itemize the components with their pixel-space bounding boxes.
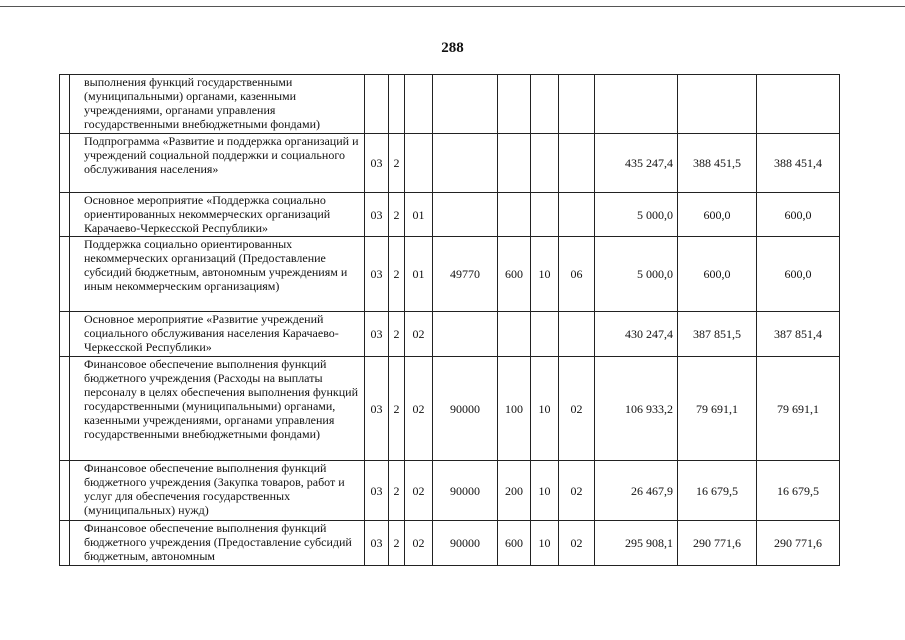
cell-direction [433, 193, 498, 237]
cell-subprogram: 2 [389, 521, 405, 566]
cell-section [531, 134, 559, 193]
blank-cell [60, 75, 70, 134]
cell-amount-3: 600,0 [757, 193, 840, 237]
table-row [60, 134, 840, 193]
cell-amount-2 [678, 75, 757, 134]
cell-section: 10 [531, 461, 559, 521]
cell-expense-type: 100 [498, 357, 531, 461]
cell-subsection [559, 312, 595, 357]
cell-amount-3: 600,0 [757, 237, 840, 312]
blank-cell [60, 134, 70, 193]
table-row [60, 75, 840, 134]
cell-subprogram: 2 [389, 312, 405, 357]
cell-direction: 90000 [433, 357, 498, 461]
cell-subprogram: 2 [389, 193, 405, 237]
page-number: 288 [441, 40, 464, 56]
budget-table-body [60, 75, 840, 566]
row-description: Основное мероприятие «Развитие учреждений социального обслуживания населения Карачаево-Черкесской Республики» [70, 312, 365, 357]
cell-measure: 02 [405, 461, 433, 521]
cell-expense-type [498, 75, 531, 134]
cell-section: 10 [531, 357, 559, 461]
cell-amount-1: 106 933,2 [595, 357, 678, 461]
cell-amount-1 [595, 75, 678, 134]
cell-amount-3: 79 691,1 [757, 357, 840, 461]
cell-amount-2: 388 451,5 [678, 134, 757, 193]
blank-cell [60, 357, 70, 461]
cell-direction [433, 134, 498, 193]
row-description: Поддержка социально ориентированных некоммерческих организаций (Предоставление субсидий бюджетным, автономным учреждениям и иным некоммерческим организациям) [70, 237, 365, 312]
cell-subsection: 02 [559, 357, 595, 461]
cell-amount-2: 600,0 [678, 237, 757, 312]
cell-amount-1: 435 247,4 [595, 134, 678, 193]
cell-amount-2: 16 679,5 [678, 461, 757, 521]
row-description: Финансовое обеспечение выполнения функций бюджетного учреждения (Закупка товаров, работ и услуг для обеспечения государственных (муниципальных) нужд) [70, 461, 365, 521]
table-row [60, 461, 840, 521]
cell-program: 03 [365, 357, 389, 461]
table-row [60, 193, 840, 237]
cell-program: 03 [365, 193, 389, 237]
cell-amount-1: 430 247,4 [595, 312, 678, 357]
cell-section: 10 [531, 237, 559, 312]
cell-program: 03 [365, 312, 389, 357]
cell-subsection: 06 [559, 237, 595, 312]
cell-section: 10 [531, 521, 559, 566]
cell-subsection: 02 [559, 461, 595, 521]
cell-direction [433, 312, 498, 357]
cell-expense-type [498, 312, 531, 357]
cell-subsection [559, 75, 595, 134]
cell-amount-1: 5 000,0 [595, 237, 678, 312]
cell-subprogram [389, 75, 405, 134]
cell-subprogram: 2 [389, 237, 405, 312]
blank-cell [60, 312, 70, 357]
cell-expense-type: 600 [498, 237, 531, 312]
cell-expense-type [498, 134, 531, 193]
scan-top-edge [0, 6, 905, 7]
cell-measure: 02 [405, 312, 433, 357]
cell-amount-3: 387 851,4 [757, 312, 840, 357]
cell-section [531, 193, 559, 237]
cell-direction: 90000 [433, 521, 498, 566]
blank-cell [60, 193, 70, 237]
cell-measure: 01 [405, 237, 433, 312]
row-description: выполнения функций государственными (муниципальными) органами, казенными учреждениями, органами управления государственными внебюджетными фондами) [70, 75, 365, 134]
cell-program [365, 75, 389, 134]
cell-subsection: 02 [559, 521, 595, 566]
cell-subprogram: 2 [389, 461, 405, 521]
cell-measure: 02 [405, 521, 433, 566]
cell-direction [433, 75, 498, 134]
cell-program: 03 [365, 134, 389, 193]
row-description: Подпрограмма «Развитие и поддержка организаций и учреждений социальной поддержки и социального обслуживания населения» [70, 134, 365, 193]
cell-amount-2: 290 771,6 [678, 521, 757, 566]
row-description: Финансовое обеспечение выполнения функций бюджетного учреждения (Расходы на выплаты персоналу в целях обеспечения выполнения функций государственными (муниципальными) органами, казенными учреждениями, органами управления государственными внебюджетными фондами) [70, 357, 365, 461]
cell-expense-type: 600 [498, 521, 531, 566]
cell-subprogram: 2 [389, 134, 405, 193]
blank-cell [60, 521, 70, 566]
blank-cell [60, 461, 70, 521]
cell-section [531, 75, 559, 134]
cell-expense-type [498, 193, 531, 237]
cell-measure: 02 [405, 357, 433, 461]
cell-measure [405, 134, 433, 193]
table-row [60, 357, 840, 461]
cell-program: 03 [365, 461, 389, 521]
cell-direction: 49770 [433, 237, 498, 312]
cell-amount-1: 295 908,1 [595, 521, 678, 566]
cell-amount-2: 387 851,5 [678, 312, 757, 357]
cell-amount-3 [757, 75, 840, 134]
cell-subsection [559, 193, 595, 237]
row-description: Финансовое обеспечение выполнения функций бюджетного учреждения (Предоставление субсидий бюджетным, автономным [70, 521, 365, 566]
cell-amount-2: 79 691,1 [678, 357, 757, 461]
cell-amount-3: 290 771,6 [757, 521, 840, 566]
cell-amount-2: 600,0 [678, 193, 757, 237]
cell-amount-3: 16 679,5 [757, 461, 840, 521]
cell-subprogram: 2 [389, 357, 405, 461]
cell-amount-1: 5 000,0 [595, 193, 678, 237]
cell-amount-3: 388 451,4 [757, 134, 840, 193]
table-row [60, 312, 840, 357]
budget-table [59, 74, 840, 566]
row-description: Основное мероприятие «Поддержка социально ориентированных некоммерческих организаций Карачаево-Черкесской Республики» [70, 193, 365, 237]
cell-amount-1: 26 467,9 [595, 461, 678, 521]
cell-measure: 01 [405, 193, 433, 237]
table-row [60, 521, 840, 566]
cell-section [531, 312, 559, 357]
cell-subsection [559, 134, 595, 193]
cell-program: 03 [365, 237, 389, 312]
cell-program: 03 [365, 521, 389, 566]
cell-direction: 90000 [433, 461, 498, 521]
table-row [60, 237, 840, 312]
cell-measure [405, 75, 433, 134]
blank-cell [60, 237, 70, 312]
cell-expense-type: 200 [498, 461, 531, 521]
